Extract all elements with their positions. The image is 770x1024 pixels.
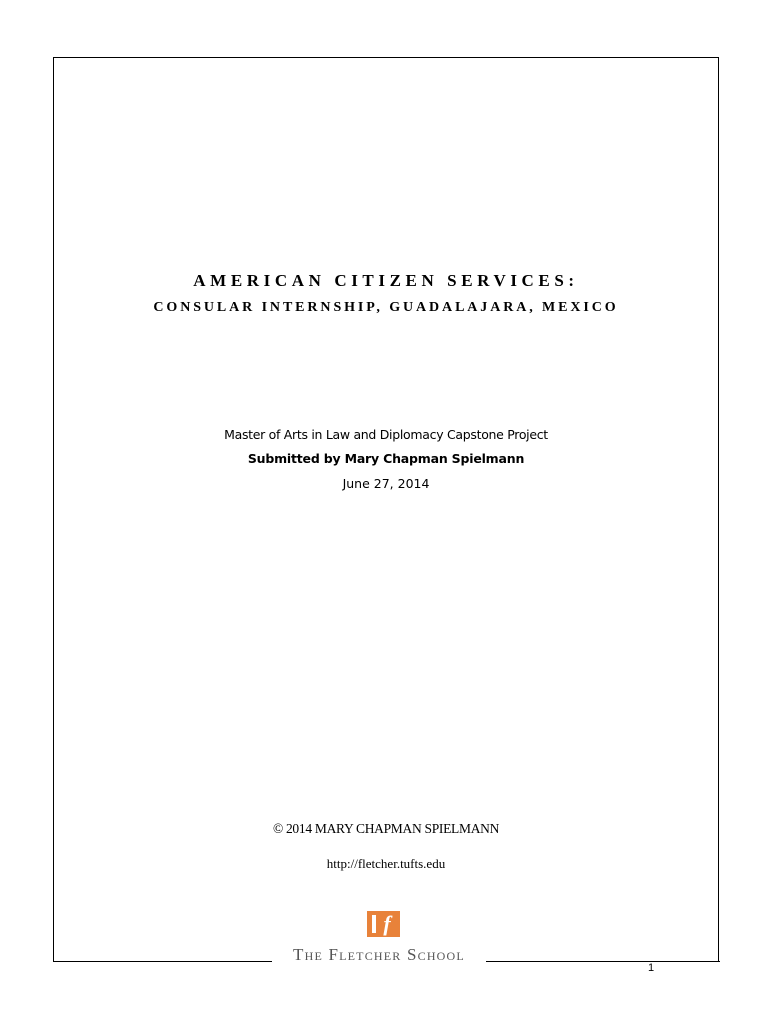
document-subtitle: CONSULAR INTERNSHIP, GUADALAJARA, MEXICO	[153, 300, 619, 315]
page-number: 1	[648, 962, 655, 974]
fletcher-school-logo-icon	[367, 911, 400, 937]
copyright-notice: © 2014 MARY CHAPMAN SPIELMANN	[272, 821, 500, 836]
document-title: AMERICAN CITIZEN SERVICES:	[193, 271, 579, 290]
submitted-by: Submitted by Mary Chapman Spielmann	[247, 451, 525, 466]
school-url[interactable]: http://fletcher.tufts.edu	[326, 856, 446, 871]
submission-date: June 27, 2014	[342, 476, 430, 491]
logo-letter: f	[383, 911, 391, 936]
school-name: The Fletcher School	[293, 945, 465, 964]
bottom-rule-right	[486, 961, 720, 962]
degree-line: Master of Arts in Law and Diplomacy Capstone Project	[224, 427, 548, 442]
bottom-rule-left	[53, 961, 272, 962]
